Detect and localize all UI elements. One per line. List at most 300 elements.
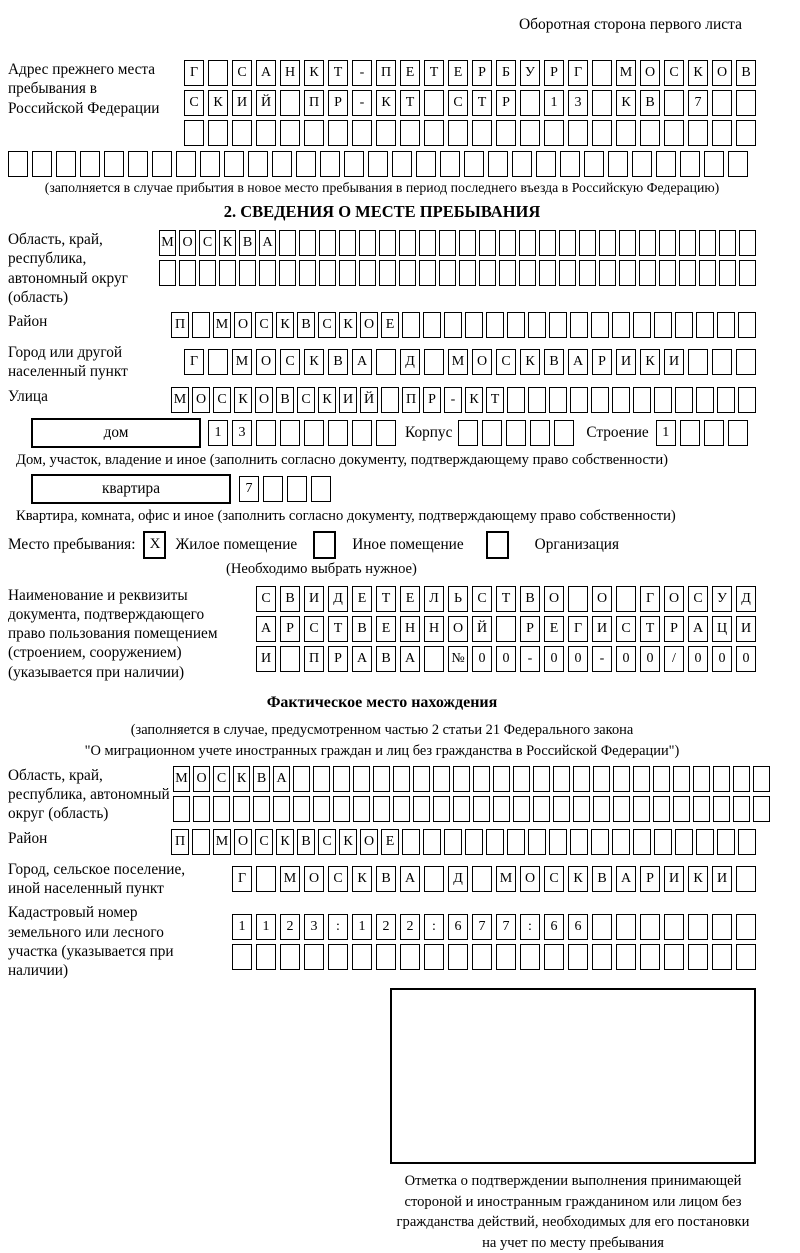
form-cell: А [688,616,708,642]
form-cell: Г [232,866,252,892]
form-cell: С [496,349,516,375]
form-cell [616,944,636,970]
form-cell: 1 [256,914,276,940]
form-cell [248,151,268,177]
form-cell [592,914,612,940]
form-cell [399,260,416,286]
form-cell [696,387,714,413]
form-cell [507,312,525,338]
form-cell: 2 [280,914,300,940]
form-cell [712,120,732,146]
form-cell [506,420,526,446]
form-cell: С [184,90,204,116]
form-cell [688,914,708,940]
form-cell [173,796,190,822]
form-cell: М [173,766,190,792]
form-cell [499,260,516,286]
form-cell: П [171,829,189,855]
form-cell: К [304,60,324,86]
form-cell [453,766,470,792]
apartment-type-box: квартира [31,474,231,504]
form-cell [520,120,540,146]
form-cell [733,796,750,822]
form-cell [513,796,530,822]
form-cell [633,312,651,338]
field-fact-district [8,829,756,855]
form-cell: А [616,866,636,892]
form-cell [424,646,444,672]
form-cell [513,766,530,792]
previous-address-label: Адрес прежнего места пребывания в Российской Федерации [8,61,160,117]
form-cell: 1 [232,914,252,940]
form-cell [639,260,656,286]
form-cell [704,151,724,177]
form-cell: - [444,387,462,413]
city-row [184,349,756,375]
form-cell [696,312,714,338]
form-cell: К [465,387,483,413]
form-cell [736,349,756,375]
form-cell: С [280,349,300,375]
form-cell [519,260,536,286]
form-cell: 1 [656,420,676,446]
form-cell [232,120,252,146]
form-cell: Т [496,586,516,612]
form-cell [392,151,412,177]
form-cell [584,151,604,177]
form-cell: Т [400,90,420,116]
section2-title: 2. СВЕДЕНИЯ О МЕСТЕ ПРЕБЫВАНИЯ [223,202,541,221]
form-cell: О [193,766,210,792]
form-cell [753,766,770,792]
street-label: Улица [8,387,48,405]
form-cell [486,312,504,338]
form-cell [280,420,300,446]
form-cell: П [171,312,189,338]
form-cell: С [448,90,468,116]
form-cell [699,260,716,286]
street-row [171,387,756,413]
form-cell [339,260,356,286]
form-cell: Р [640,866,660,892]
form-cell [613,766,630,792]
form-cell [633,766,650,792]
form-cell [359,230,376,256]
form-cell: Р [592,349,612,375]
form-cell: : [520,914,540,940]
form-cell: Е [544,616,564,642]
form-cell: 1 [352,914,372,940]
form-cell [280,944,300,970]
form-cell [224,151,244,177]
form-cell: О [592,586,612,612]
form-cell [328,420,348,446]
form-cell: Б [496,60,516,86]
form-cell: В [640,90,660,116]
form-cell [352,420,372,446]
form-cell [56,151,76,177]
field-previous-address [8,60,756,146]
form-cell [253,796,270,822]
form-cell [280,90,300,116]
form-cell [464,151,484,177]
field-street [8,387,756,413]
form-cell [533,766,550,792]
form-cell [619,230,636,256]
form-cell: Т [424,60,444,86]
form-cell: С [297,387,315,413]
form-cell [533,796,550,822]
form-cell: С [318,829,336,855]
form-cell [736,120,756,146]
form-cell [373,796,390,822]
form-cell: Ц [712,616,732,642]
previous-address-grid [184,60,756,146]
form-cell [479,260,496,286]
form-cell: О [256,349,276,375]
stroenie-label: Строение [586,423,649,441]
form-cell [293,766,310,792]
form-cell [612,387,630,413]
form-cell: 3 [568,90,588,116]
form-cell: - [520,646,540,672]
form-cell [553,796,570,822]
form-cell [287,476,307,502]
form-cell: К [208,90,228,116]
form-cell [473,796,490,822]
form-cell: О [448,616,468,642]
field-region [8,230,756,307]
form-cell: П [402,387,420,413]
form-cell [493,766,510,792]
form-cell [424,866,444,892]
form-cell [200,151,220,177]
form-cell [339,230,356,256]
form-cell [208,349,228,375]
form-cell [440,151,460,177]
form-cell: Р [423,387,441,413]
form-cell [568,586,588,612]
form-cell [376,349,396,375]
form-cell [472,866,492,892]
field-cadastral [8,903,756,980]
form-cell: К [688,60,708,86]
form-cell [373,766,390,792]
form-cell [473,766,490,792]
field-fact-city [8,860,756,899]
form-cell: 7 [688,90,708,116]
form-cell [419,260,436,286]
form-cell [353,766,370,792]
form-cell [539,230,556,256]
form-cell: Т [640,616,660,642]
form-cell: К [219,230,236,256]
form-cell: Л [424,586,444,612]
form-cell: О [192,387,210,413]
form-cell: Р [520,616,540,642]
form-cell [400,944,420,970]
form-cell [688,120,708,146]
stay-type-label: Место пребывания: [8,535,136,553]
form-cell [496,944,516,970]
form-cell [353,796,370,822]
form-cell [568,944,588,970]
cadastral-row-2 [232,944,756,970]
form-cell [654,387,672,413]
form-cell: К [304,349,324,375]
form-cell [344,151,364,177]
form-cell: К [276,312,294,338]
form-cell [608,151,628,177]
form-cell [519,230,536,256]
form-cell: 1 [544,90,564,116]
stay-type-row [8,531,756,559]
form-cell: Е [352,586,372,612]
form-cell [664,944,684,970]
form-cell [591,829,609,855]
form-cell [728,420,748,446]
form-cell [633,796,650,822]
form-cell [458,420,478,446]
form-cell: Г [568,616,588,642]
form-cell: К [276,829,294,855]
city-label: Город или другой населенный пункт [8,344,128,381]
form-cell: Т [328,616,348,642]
form-cell [328,944,348,970]
form-cell [717,312,735,338]
form-cell [640,914,660,940]
form-cell [80,151,100,177]
form-cell: О [712,60,732,86]
form-cell [612,829,630,855]
form-cell: 3 [232,420,252,446]
previous-address-row-4 [8,151,756,177]
form-cell [423,829,441,855]
stay-option-residential-checkbox: X [143,531,166,559]
form-cell [444,829,462,855]
form-cell [213,796,230,822]
form-cell [512,151,532,177]
form-cell [263,476,283,502]
form-cell: С [664,60,684,86]
form-cell [304,944,324,970]
form-cell: В [276,387,294,413]
fact-region-label: Область, край, республика, автономный округ (область) [8,766,170,823]
form-cell [393,766,410,792]
form-cell: О [544,586,564,612]
form-cell: С [544,866,564,892]
form-cell [413,766,430,792]
form-cell [593,766,610,792]
form-cell [313,766,330,792]
form-cell [719,260,736,286]
document-label: Наименование и реквизиты документа, подтверждающего право пользования помещением (строением, сооружением) (указывается при наличии) [8,586,218,681]
fact-city-label: Город, сельское поселение, иной населенный пункт [8,860,186,897]
form-cell: 6 [544,914,564,940]
form-cell [299,230,316,256]
form-cell [693,796,710,822]
form-cell [104,151,124,177]
stay-type-note: (Необходимо выбрать нужное) [226,560,417,577]
form-cell [592,90,612,116]
form-cell [591,387,609,413]
fact-city-row [232,866,756,892]
form-cell [128,151,148,177]
form-cell [739,230,756,256]
form-cell [633,387,651,413]
form-cell: Д [400,349,420,375]
form-cell [311,476,331,502]
form-cell [592,944,612,970]
form-cell [675,829,693,855]
form-cell: К [688,866,708,892]
actual-location-caption-1: (заполняется в случае, предусмотренном частью 2 статьи 21 Федерального закона [130,721,634,738]
form-cell: К [376,90,396,116]
form-cell [528,387,546,413]
form-cell: А [352,349,372,375]
form-cell [712,914,732,940]
form-cell: О [360,312,378,338]
form-cell [376,120,396,146]
form-cell [472,120,492,146]
form-cell: К [568,866,588,892]
form-cell: В [592,866,612,892]
form-cell: С [318,312,336,338]
field-fact-region [8,766,756,824]
form-cell [259,260,276,286]
form-cell [8,151,28,177]
form-cell: В [376,866,396,892]
form-cell: Й [472,616,492,642]
form-cell: - [352,90,372,116]
form-cell [736,90,756,116]
form-cell [654,312,672,338]
district-row [171,312,756,338]
stamp-area [390,988,756,1253]
form-cell: 3 [304,914,324,940]
form-cell: 7 [496,914,516,940]
form-cell: 7 [239,476,259,502]
form-cell [664,90,684,116]
form-cell [679,230,696,256]
form-cell [592,120,612,146]
form-cell [639,230,656,256]
form-cell [680,420,700,446]
form-cell [736,914,756,940]
form-cell: Е [381,829,399,855]
stay-option-other-label: Иное помещение [352,535,464,553]
form-cell: О [360,829,378,855]
form-cell [152,151,172,177]
previous-address-caption: (заполняется в случае прибытия в новое место пребывания в период последнего въезда в Российскую Федерацию) [44,180,720,195]
form-cell: К [339,829,357,855]
form-cell: : [424,914,444,940]
field-district [8,312,756,338]
form-cell: К [339,312,357,338]
form-cell: И [304,586,324,612]
form-cell [444,312,462,338]
field-document [8,586,756,682]
form-cell: П [304,90,324,116]
form-cell: С [255,829,273,855]
form-cell: 0 [496,646,516,672]
form-cell [736,944,756,970]
form-cell [599,230,616,256]
form-cell [208,60,228,86]
form-cell [559,260,576,286]
form-cell [256,420,276,446]
form-cell [328,120,348,146]
form-cell [352,944,372,970]
form-cell: Д [736,586,756,612]
form-cell [559,230,576,256]
form-cell: В [736,60,756,86]
fact-region-row-1 [173,766,770,792]
fact-district-row [171,829,756,855]
form-cell: О [640,60,660,86]
form-cell: С [199,230,216,256]
form-cell [688,349,708,375]
form-cell: С [232,60,252,86]
form-cell [633,829,651,855]
form-cell: М [280,866,300,892]
form-cell [402,829,420,855]
fact-district-label: Район [8,829,48,847]
form-cell [419,230,436,256]
form-cell: О [520,866,540,892]
form-cell [712,349,732,375]
form-cell [544,120,564,146]
form-cell: П [304,646,324,672]
form-cell: 0 [568,646,588,672]
form-cell: И [664,866,684,892]
form-cell: У [712,586,732,612]
form-cell: № [448,646,468,672]
form-cell: С [688,586,708,612]
form-cell: Й [256,90,276,116]
form-cell [680,151,700,177]
form-cell [448,120,468,146]
document-row-1 [256,586,756,612]
korpus-label: Корпус [405,423,453,441]
form-cell [570,387,588,413]
form-cell [549,829,567,855]
form-cell [280,646,300,672]
form-cell [333,796,350,822]
fact-region-row-2 [173,796,770,822]
form-cell: Г [568,60,588,86]
form-cell [616,120,636,146]
form-cell: И [664,349,684,375]
form-cell [616,586,636,612]
form-cell [465,829,483,855]
form-cell [653,766,670,792]
form-cell [713,766,730,792]
region-row-1 [159,230,756,256]
form-cell [448,944,468,970]
form-cell [753,796,770,822]
form-cell: В [280,586,300,612]
form-cell: Н [280,60,300,86]
form-cell: И [736,616,756,642]
form-cell: С [255,312,273,338]
form-cell: В [520,586,540,612]
form-cell [233,796,250,822]
form-cell [459,230,476,256]
form-cell: 0 [712,646,732,672]
form-cell: А [400,646,420,672]
stroenie-cells [656,420,748,446]
